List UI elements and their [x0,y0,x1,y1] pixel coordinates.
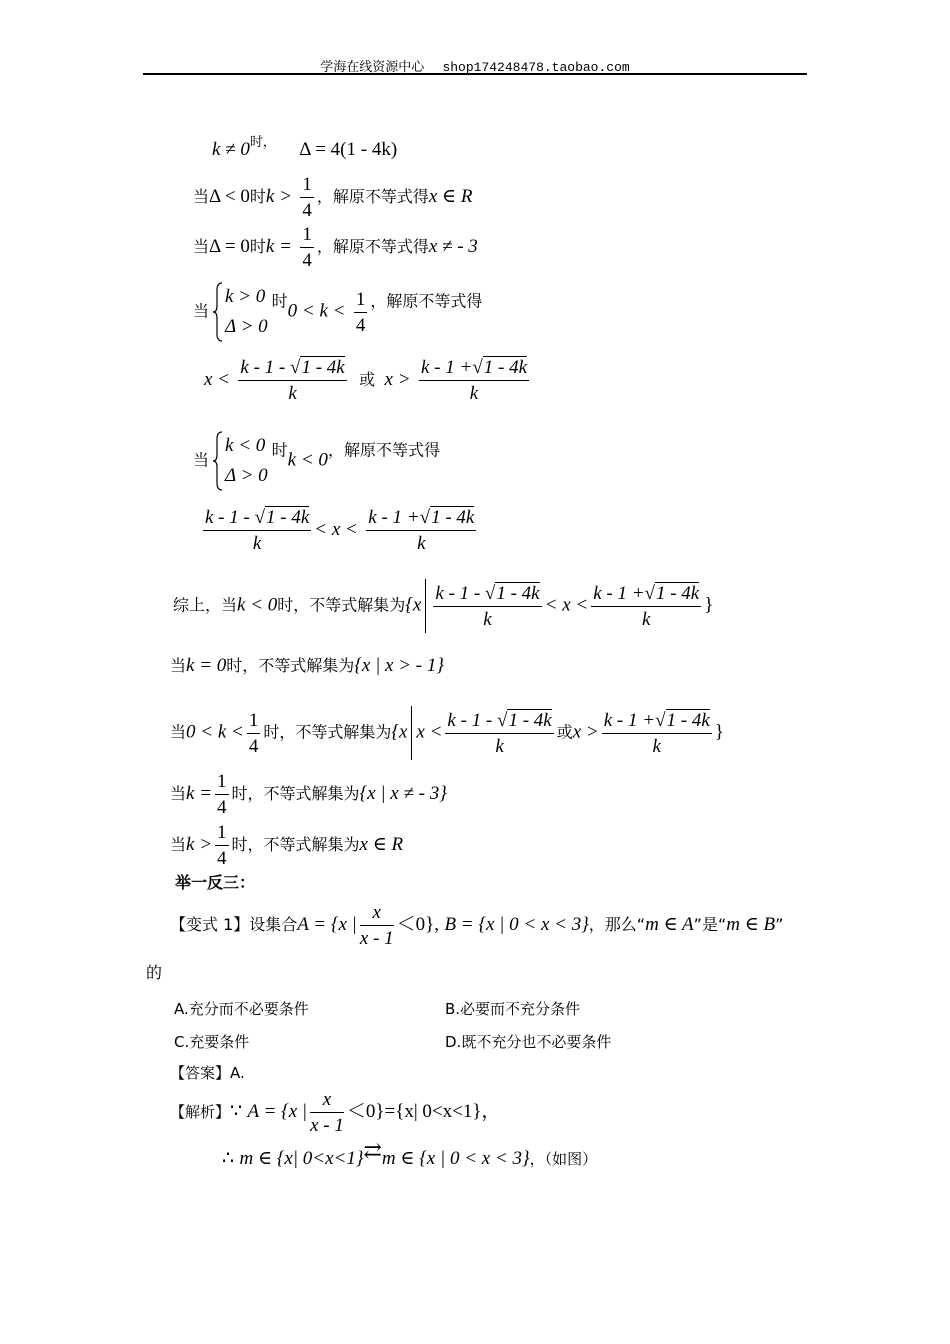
solution-set: {x | x > - 1} [354,655,444,676]
num-part: k - 1 + [368,507,420,528]
sol-line-4 [193,282,482,342]
m-in-set-1: m ∈ {x| 0<x<1} [239,1148,364,1169]
word-shi: 时 [249,237,266,256]
sqrt-radicand: 1 - 4k [496,582,540,604]
see-figure: ，（如图） [529,1150,598,1168]
sol-line-1 [212,136,397,159]
set-open: {x [405,594,422,616]
set-bar [411,706,412,760]
frac-num: k - 1 +√1 - 4k [591,584,701,607]
num-part: k - 1 - [435,582,481,604]
frac-den: k [652,735,661,757]
m-in-b: m ∈ B [726,914,776,935]
fraction-root-minus [433,584,541,629]
cond-k: k = 0 [186,655,227,676]
set-open: {x [391,721,408,743]
sol-line-6 [193,431,440,491]
variant-problem [170,903,783,948]
frac-num: k - 1 +√1 - 4k [419,358,529,381]
fraction-quarter [354,290,368,335]
text-solve: ，解原不等式得 [327,440,440,460]
text-solve: ，解原不等式得 [370,291,483,311]
variant-tag: 【变式 1】 [170,915,250,934]
cond-k: k = [186,783,213,804]
fraction-x-over-x-minus-1 [360,903,394,948]
frac-num: 1 [215,823,229,846]
fraction-root-minus [445,711,553,756]
word-shi: 时， [249,135,276,150]
frac-den: k [417,533,426,554]
frac-den: k [483,608,492,630]
condition-row: k > 0 [225,286,266,307]
cond-k-range: 0 < k < [186,721,244,743]
set-b: B = {x | 0 < x < 3} [444,914,589,935]
sqrt-radicand: 1 - 4k [508,709,552,731]
frac-num: k - 1 +√1 - 4k [366,508,476,531]
solution-set: x ∈ R [359,834,404,855]
fraction-root-minus [238,358,346,403]
fraction-quarter [215,823,229,868]
system-of-conditions [213,282,268,342]
frac-num: k - 1 - √1 - 4k [238,358,346,381]
word-dang: 当 [170,835,187,854]
therefore-symbol: ∴ [222,1148,235,1169]
fraction-root-plus [366,508,476,553]
cond-k-nonzero: k ≠ 0 [212,139,250,160]
frac-num: k - 1 - √1 - 4k [445,711,553,734]
x-between: < x < [314,519,358,540]
fraction-quarter [300,175,314,220]
cond-k: k < 0 [287,449,328,471]
text-solution-set: 时，不等式解集为 [231,784,360,803]
section-title: 举一反三： [175,873,256,892]
frac-den: 4 [302,200,312,221]
frac-den: 4 [302,250,312,271]
set-a: A = {x | [247,1101,308,1122]
fraction-root-minus [203,508,311,553]
fraction-quarter [215,772,229,817]
frac-num: 1 [300,225,314,248]
condition-row: Δ > 0 [225,316,268,337]
num-part: k - 1 + [593,582,645,604]
frac-den: k [252,533,262,554]
set-a-result: ＜0}={x| 0<x<1}， [346,1101,501,1122]
num-part: k - 1 + [420,357,473,378]
sol-line-2 [193,175,472,220]
text-solution-set: 时，不等式解集为 [226,656,355,675]
sqrt-radicand: 1 - 4k [483,357,528,378]
condition-row: Δ > 0 [225,465,268,486]
brace [213,431,223,495]
result: x ∈ R [428,186,473,207]
fraction-quarter [300,225,314,270]
fraction-root-plus [602,711,712,756]
frac-num: x [360,903,394,926]
frac-den: k [642,608,651,630]
set-a-tail: ＜0}, [396,914,440,935]
frac-den: k [495,735,504,757]
sqrt-radicand: 1 - 4k [431,507,475,528]
m-in-set-2: m ∈ {x | 0 < x < 3} [381,1148,530,1169]
frac-num: x [310,1090,344,1113]
delta-expression: Δ = 4(1 - 4k) [299,139,398,160]
set-a: A = {x | [297,914,357,935]
frac-num: 1 [354,290,368,313]
fraction-x-over-x-minus-1 [310,1090,344,1135]
frac-den: k [469,383,479,404]
system-of-conditions [213,431,268,491]
sqrt-radicand: 1 - 4k [655,582,700,604]
word-dang: 当 [170,656,187,675]
word-or: 或 [359,370,376,389]
sqrt-radicand: 1 - 4k [266,507,310,528]
set-close: } [704,594,714,616]
fraction-root-plus [591,584,701,629]
result: x ≠ - 3 [428,236,478,257]
condition-row: k < 0 [225,435,266,456]
cond-delta: Δ = 0 [209,236,250,257]
cond-k: k < 0 [237,594,278,616]
x-gt: x > [572,721,599,743]
implication-arrows-icon: ⇄ [363,1138,382,1163]
m-in-a: m ∈ A [645,914,694,935]
word-dang: 当 [170,784,187,803]
sol-line-5 [204,358,532,403]
word-or: 或 [556,722,573,742]
text-solution-set: 时，不等式解集为 [231,835,360,854]
x-gt: x > [384,369,411,390]
fraction-quarter [247,711,261,756]
x-lt: x < [416,721,443,743]
text: ，那么“ [588,915,646,934]
num-part: k - 1 + [603,709,656,731]
sol-line-3 [193,225,478,270]
text: ”是“ [693,915,727,934]
set-bar [425,579,426,633]
because-symbol: ∵ [230,1101,243,1122]
summary-line-3 [170,706,724,760]
frac-num: 1 [247,711,261,734]
word-shi: 时 [271,440,288,460]
num-part: k - 1 - [447,709,493,731]
analysis-line-2 [222,1140,597,1168]
frac-den: 4 [217,797,227,818]
frac-den: x - 1 [359,928,394,949]
option-d: D.既不充分也不必要条件 [445,1033,612,1051]
frac-num: 1 [215,772,229,795]
sol-line-7 [200,508,479,553]
cond-k-range: 0 < k < [287,300,346,322]
word-dang: 当 [193,237,210,256]
word-shi: 时 [271,291,288,311]
frac-den: 4 [217,848,227,869]
x-lt: x < [204,369,231,390]
cond-delta: Δ < 0 [209,186,250,207]
frac-den: x - 1 [310,1115,344,1136]
text-solve: ，解原不等式得 [316,187,429,206]
sqrt-radicand: 1 - 4k [666,709,710,731]
header-site-name: 学海在线资源中心 [320,60,425,75]
frac-num: k - 1 +√1 - 4k [602,711,712,734]
text-solution-set: 时，不等式解集为 [263,722,392,742]
header-url: shop174248478.taobao.com [442,60,630,75]
fraction-root-plus [419,358,529,403]
text-solution-set: 时，不等式解集为 [277,595,406,615]
text-solve: ，解原不等式得 [316,237,429,256]
brace [213,282,223,346]
option-a: A.充分而不必要条件 [174,1000,309,1018]
frac-num: k - 1 - √1 - 4k [203,508,311,531]
frac-den: k [288,383,297,404]
analysis-label: 【解析】 [170,1103,231,1121]
option-c: C.充要条件 [174,1033,250,1051]
cond-k: k > [186,834,213,855]
text-summary: 综上，当 [173,595,238,615]
frac-den: 4 [248,735,259,757]
frac-num: 1 [300,175,314,198]
word-dang: 当 [193,187,210,206]
set-close: } [714,721,724,743]
num-part: k - 1 - [240,357,286,378]
summary-line-1 [173,579,713,633]
summary-line-2 [170,656,444,675]
word-shi: 时 [249,187,266,206]
cond-k: k > [265,186,292,207]
option-b: B.必要而不充分条件 [445,1000,581,1018]
frac-den: 4 [355,314,366,336]
text: 设集合 [249,915,298,934]
word-dang: 当 [193,301,210,321]
x-between: < x < [544,594,589,616]
word-dang: 当 [170,722,187,742]
solution-set: {x | x ≠ - 3} [359,783,447,804]
summary-line-5 [170,823,403,868]
analysis-line-1 [170,1090,500,1135]
text: ” [775,915,784,934]
cond-k: k = [265,236,292,257]
variant-tail: 的 [146,963,163,982]
header-rule [143,73,807,75]
word-dang: 当 [193,450,210,470]
answer: 【答案】A. [170,1064,245,1082]
frac-num: k - 1 - √1 - 4k [433,584,541,607]
num-part: k - 1 - [205,507,250,528]
summary-line-4 [170,772,447,817]
sqrt-radicand: 1 - 4k [301,357,345,378]
